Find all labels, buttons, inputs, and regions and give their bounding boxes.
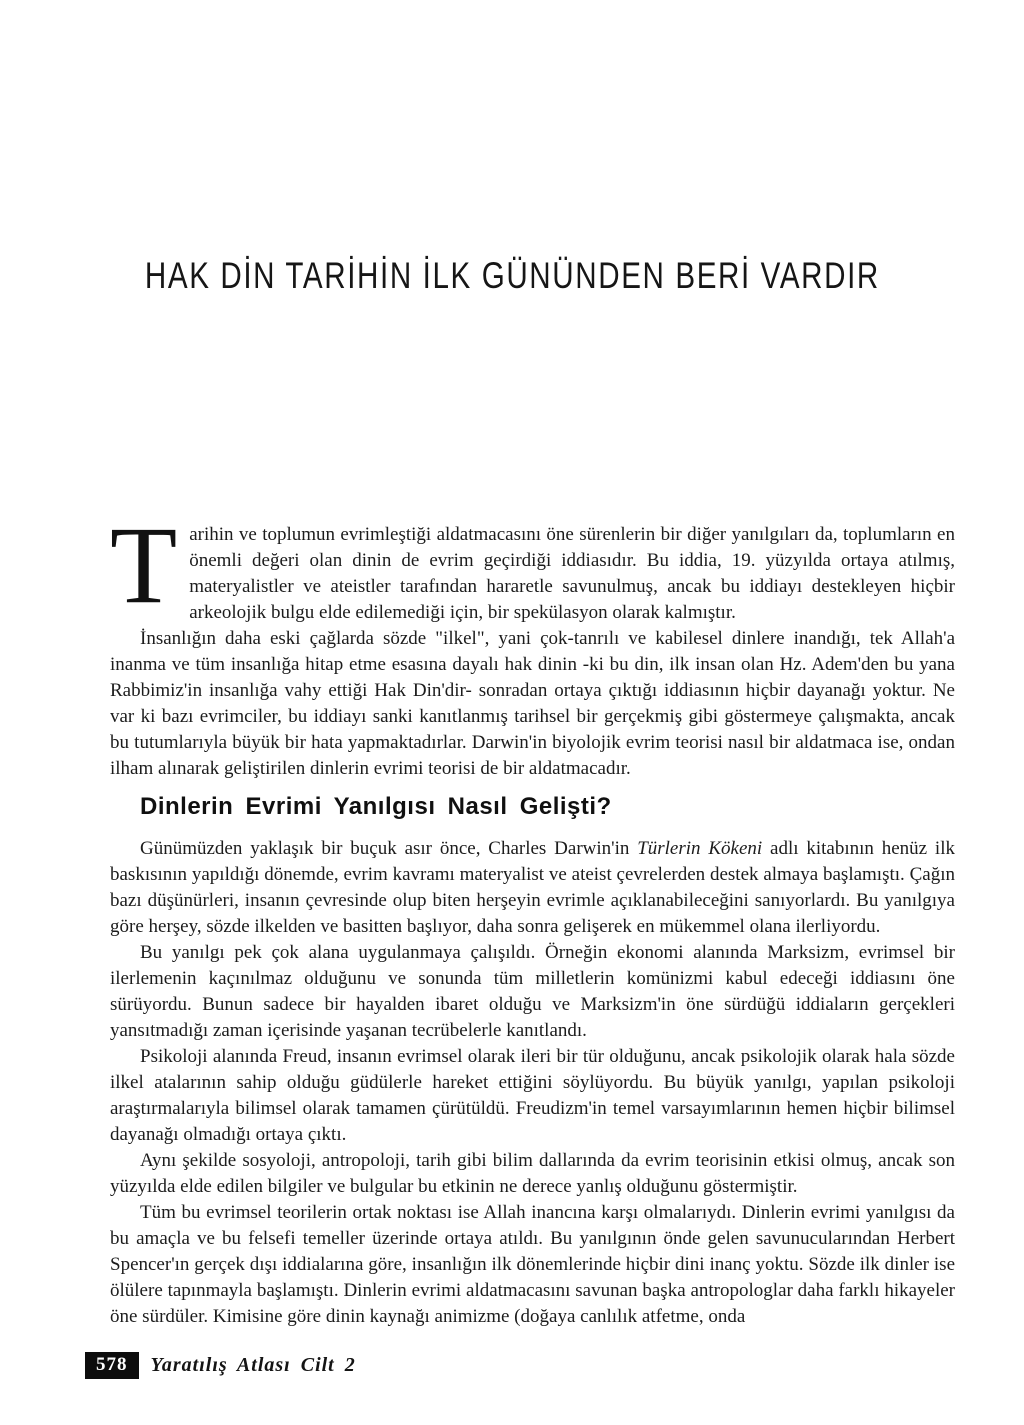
paragraph-3-text-pre: Günümüzden yaklaşık bir buçuk asır önce, Charles Darwin'in (140, 838, 638, 859)
page-number-badge: 578 (85, 1352, 139, 1379)
article-body (110, 504, 955, 1330)
book-title: Yaratılış Atlası Cilt 2 (150, 1354, 356, 1376)
drop-cap: T (110, 504, 178, 626)
page-footer (85, 1352, 356, 1379)
section-heading: Dinlerin Evrimi Yanılgısı Nasıl Gelişti? (140, 793, 612, 820)
body-paragraph-5: Psikoloji alanında Freud, insanın evrimsel olarak ileri bir tür olduğunu, ancak psikolojik olarak hala sözde ilkel atalarının sahip olduğu güdülerle hareket ettiğini söylüyordu. Bu büyük yanılgı, yapılan psikoloji araştırmalarıyla bilimsel olarak tamamen çürütüldü. Freudizm'in temel varsayımlarının hemen hiçbir bilimsel dayanağı olmadığı ortaya çıktı. (110, 1046, 955, 1145)
body-paragraph-7: Tüm bu evrimsel teorilerin ortak noktası ise Allah inancına karşı olmalarıydı. Dinlerin evrimi yanılgısı da bu amaçla ve bu felsefi temeller üzerinde ortaya atıldı. Bu yanılgının önde gelen savunucularından Herbert Spencer'ın gerçek dışı iddialarına göre, insanlığın ilk dönemlerinde hiçbir dini inanç yoktu. Sözde ilk dinler ise ölülere tapınmayla başlamıştı. Dinlerin evrimi aldatmacasını savunan başka antropologlar daha farklı hikayeler öne sürdüler. Kimisine göre dinin kaynağı animizme (doğaya canlılık atfetme, onda (110, 1202, 955, 1327)
body-paragraph-2: İnsanlığın daha eski çağlarda sözde "ilkel", yani çok-tanrılı ve kabilesel dinlere inandığı, tek Allah'a inanma ve tüm insanlığa hitap etme esasına dayalı hak dinin -ki bu din, ilk insan olan Hz. Adem'den bu yana Rabbimiz'in insanlığa vahy ettiği Hak Din'dir- sonradan ortaya çıktığı iddiasının hiçbir dayanağı yoktur. Ne var ki bazı evrimciler, bu iddiayı sanki kanıtlanmış tarihsel bir gerçekmiş gibi göstermeye çalışmakta, ancak bu tutumlarıyla büyük bir hata yapmaktadırlar. Darwin'in biyolojik evrim teorisi nasıl bir aldatmaca ise, ondan ilham alınarak geliştirilen dinlerin evrimi teorisi de bir aldatmacadır. (110, 628, 955, 779)
paragraph-3-text-post: adlı kitabının henüz ilk baskısının yapıldığı dönemde, evrim kavramı materyalist ve ateist çevrelerden destek almaya başlamıştı. Çağın bazı düşünürleri, insanın çevresinde olup biten herşeyin evrimle açıklanabileceğini sanıyorlardı. Bu yanılgıya göre herşey, sözde ilkelden ve basitten başlıyor, daha sonra gelişerek en mükemmel olana ilerliyordu. (110, 838, 955, 937)
paragraph-1-text: arihin ve toplumun evrimleştiği aldatmacasını öne sürenlerin bir diğer yanılgıları da, toplumların en önemli değeri olan dinin de evrim geçirdiği iddiasıdır. Bu iddia, 19. yüzyılda ortaya atılmış, materyalistler ve ateistler tarafından hararetle savunulmuş, ancak bu iddiayı destekleyen hiçbir arkeolojik bulgu elde edilemediği için, bir spekülasyon olarak kalmıştır. (189, 524, 955, 623)
paragraph-3-book-title: Türlerin Kökeni (637, 838, 763, 859)
body-paragraph-6: Aynı şekilde sosyoloji, antropoloji, tarih gibi bilim dallarında da evrim teorisinin etkisi olmuş, ancak son yüzyılda elde edilen bilgiler ve bulgular bu etkinin ne derece yanlış olduğunu göstermiştir. (110, 1150, 955, 1197)
page-title: HAK DİN TARİHİN İLK GÜNÜNDEN BERİ VARDIR (144, 255, 880, 296)
body-paragraph-4: Bu yanılgı pek çok alana uygulanmaya çalışıldı. Örneğin ekonomi alanında Marksizm, evrimsel bir ilerlemenin kaçınılmaz olduğunu ve sonunda tüm milletlerin komünizmi kabul edeceği iddiasını öne sürüyordu. Bunun sadece bir hayalden ibaret olduğu ve Marksizm'in öne sürdüğü iddiaların gerçekleri yansıtmadığı zaman içerisinde yaşanan tecrübelerle kanıtlandı. (110, 942, 955, 1041)
body-paragraph-1 (110, 504, 955, 626)
body-paragraph-3 (110, 836, 955, 940)
title-row (0, 255, 1024, 297)
